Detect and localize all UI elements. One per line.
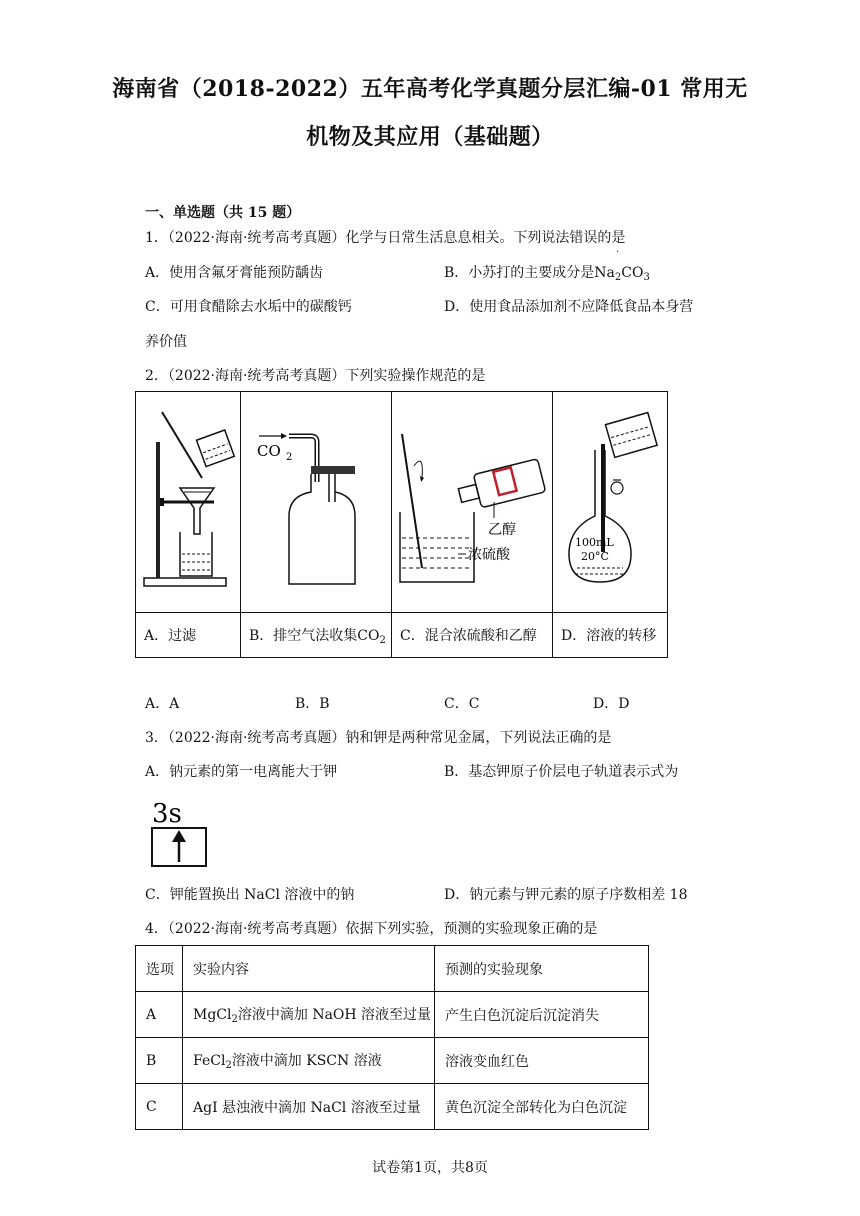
document-title-line2: 机物及其应用（基础题） (306, 124, 554, 150)
caption-a: A．过滤 (136, 613, 241, 658)
q1-option-d-continued: 养价值 (145, 334, 187, 350)
row-option: A (136, 992, 183, 1038)
filtration-apparatus-icon (136, 392, 240, 608)
q3-option-d: D．钠元素与钾元素的原子序数相差 18 (444, 887, 688, 903)
row-result: 产生白色沉淀后沉淀消失 (435, 992, 649, 1038)
q2-option-b: B．B (295, 696, 330, 712)
co2-subscript: 2 (286, 452, 293, 463)
ethanol-label: 乙醇 (488, 522, 516, 538)
q3-option-b: B．基态钾原子价层电子轨道表示式为 (444, 764, 679, 780)
table-row (136, 1038, 649, 1084)
row-option: B (136, 1038, 183, 1084)
flask-temp-label: 20°C (581, 550, 609, 563)
header-result: 预测的实验现象 (435, 946, 649, 992)
header-option: 选项 (136, 946, 183, 992)
orbital-label: 3s (152, 799, 182, 829)
orbital-diagram-icon (148, 796, 218, 872)
table-row (136, 992, 649, 1038)
q4-stem: 4．（2022·海南·统考高考真题）依据下列实验，预测的实验现象正确的是 (145, 921, 598, 937)
q3-stem: 3．（2022·海南·统考高考真题）钠和钾是两种常见金属，下列说法正确的是 (145, 730, 612, 746)
q2-stem: 2．（2022·海南·统考高考真题）下列实验操作规范的是 (145, 368, 486, 384)
caption-b: B．排空气法收集$CO_2$ (241, 613, 392, 658)
q2-option-c: C．C (444, 696, 480, 712)
emphasis-dot: · (616, 247, 620, 258)
page-footer: 试卷第1页，共8页 (372, 1160, 488, 1176)
section-heading: 一、单选题（共 15 题） (145, 205, 301, 221)
q3-option-a: A．钠元素的第一电离能大于钾 (145, 764, 338, 780)
q2-option-a: A．A (145, 696, 180, 712)
caption-c: C．混合浓硫酸和乙醇 (392, 613, 553, 658)
header-content: 实验内容 (183, 946, 435, 992)
q2-figure-table (135, 391, 668, 658)
document-title-line1: 海南省（2018-2022）五年高考化学真题分层汇编-01 常用无 (112, 76, 748, 102)
figure-volumetric-flask (553, 392, 668, 613)
q1-option-c: C．可用食醋除去水垢中的碳酸钙 (145, 299, 352, 315)
flask-volume-label: 100mL (575, 536, 614, 549)
q1-option-d: D．使用食品添加剂不应降低食品本身营 (444, 299, 694, 315)
beaker-mixing-icon (392, 392, 552, 608)
table-row (136, 1084, 649, 1130)
q4-table (135, 945, 649, 1130)
row-result: 黄色沉淀全部转化为白色沉淀 (435, 1084, 649, 1130)
volumetric-flask-icon (553, 392, 667, 608)
q2-option-d: D．D (593, 696, 630, 712)
row-option: C (136, 1084, 183, 1130)
co2-label: CO (257, 442, 281, 460)
figure-mixing-acid (392, 392, 553, 613)
row-result: 溶液变血红色 (435, 1038, 649, 1084)
row-content: AgI 悬浊液中滴加 NaCl 溶液至过量 (183, 1084, 435, 1130)
gas-bottle-icon (241, 392, 391, 608)
table-header-row (136, 946, 649, 992)
q1-option-b: B．小苏打的主要成分是$Na_2CO_3$ (444, 265, 650, 283)
figure-filtration (136, 392, 241, 613)
figure-gas-collection (241, 392, 392, 613)
row-content: MgCl$_2$溶液中滴加 NaOH 溶液至过量 (183, 992, 435, 1038)
row-content: FeCl$_2$溶液中滴加 KSCN 溶液 (183, 1038, 435, 1084)
q1-option-a: A．使用含氟牙膏能预防龋齿 (145, 265, 324, 281)
acid-label: 浓硫酸 (468, 547, 510, 563)
caption-d: D．溶液的转移 (553, 613, 668, 658)
q1-stem: 1．（2022·海南·统考高考真题）化学与日常生活息息相关。下列说法错误的是 · (145, 229, 625, 247)
q3-option-c: C．钾能置换出 NaCl 溶液中的钠 (145, 887, 355, 903)
